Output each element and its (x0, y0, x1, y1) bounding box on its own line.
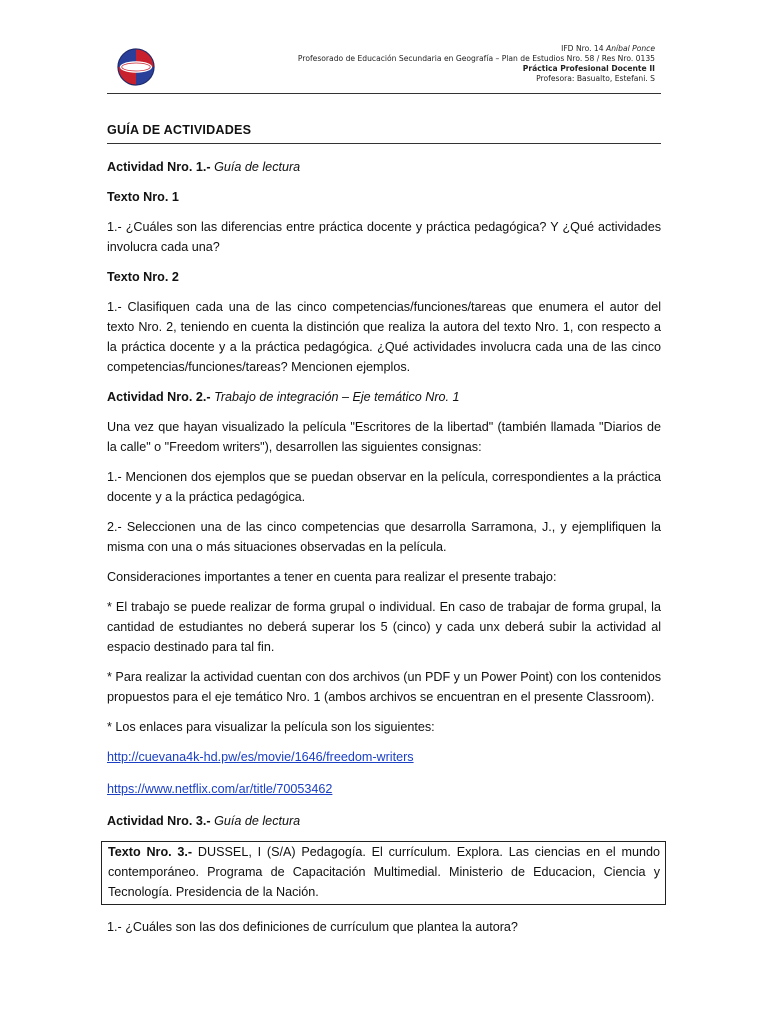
header-program: Profesorado de Educación Secundaria en Geografía – Plan de Estudios Nro. 58 / Res Nro. 0135 (297, 54, 655, 63)
activity-2-intro: Una vez que hayan visualizado la película "Escritores de la libertad" (también llamada "Diarios de la calle" o "Freedom writers"), desarrollen las siguientes consignas: (107, 420, 661, 454)
activity-2-note-3: * Los enlaces para visualizar la película son los siguientes: (107, 720, 435, 734)
movie-link-netflix[interactable]: https://www.netflix.com/ar/title/70053462 (107, 782, 333, 796)
document-header (175, 44, 655, 84)
header-teacher: Profesora: Basualto, Estefani. S (536, 74, 655, 83)
page-title: GUÍA DE ACTIVIDADES (107, 120, 661, 144)
activity-1-heading: Actividad Nro. 1.- Guía de lectura (107, 160, 301, 174)
institution-logo (117, 48, 155, 86)
activity-2-considerations: Consideraciones importantes a tener en cuenta para realizar el presente trabajo: (107, 570, 557, 584)
texto-3-citation: DUSSEL, I (S/A) Pedagogía. El currículum. Explora. Las ciencias en el mundo contemporáneo. Programa de Capacitación Multimedial. Ministerio de Educacion, Ciencia y Tecnología. Presidencia de la Nación. (108, 845, 660, 899)
texto-3-question-1: 1.- ¿Cuáles son las dos definiciones de currículum que plantea la autora? (107, 920, 518, 934)
activity-2-question-2: 2.- Seleccionen una de las cinco competencias que desarrolla Sarramona, J., y ejemplifiquen la misma con una o más situaciones observadas en la película. (107, 520, 661, 554)
header-institute: IFD Nro. 14 Aníbal Ponce (561, 44, 655, 53)
texto-2-heading: Texto Nro. 2 (107, 270, 179, 284)
header-course: Práctica Profesional Docente II (522, 64, 655, 73)
texto-3-citation-box (101, 841, 666, 905)
activity-2-note-2: * Para realizar la actividad cuentan con dos archivos (un PDF y un Power Point) con los contenidos propuestos para el eje temático Nro. 1 (ambos archivos se encuentran en el presente Classroom). (107, 670, 661, 704)
texto-3-label: Texto Nro. 3.- (108, 845, 193, 859)
texto-2-question-1: 1.- Clasifiquen cada una de las cinco competencias/funciones/tareas que enumera el autor del texto Nro. 2, teniendo en cuenta la distinción que realiza la autora del texto Nro. 1, con respecto a la práctica docente y a la práctica pedagógica. ¿Qué actividades involucra cada una de las cinco competencias/funciones/tareas? Mencionen ejemplos. (107, 300, 661, 374)
header-institute-name: Aníbal Ponce (606, 44, 655, 53)
activity-2-note-1: * El trabajo se puede realizar de forma grupal o individual. En caso de trabajar de forma grupal, la cantidad de estudiantes no deberá superar los 5 (cinco) y cada unx deberá subir la actividad al espacio destinado para tal fin. (107, 600, 661, 654)
texto-1-question-1: 1.- ¿Cuáles son las diferencias entre práctica docente y práctica pedagógica? Y ¿Qué actividades involucra cada una? (107, 220, 661, 254)
texto-1-heading: Texto Nro. 1 (107, 190, 179, 204)
document-body (107, 120, 661, 947)
activity-3-subtitle: Guía de lectura (214, 814, 301, 828)
header-divider (107, 93, 661, 94)
activity-2-question-1: 1.- Mencionen dos ejemplos que se puedan observar en la película, correspondientes a la práctica docente y a la práctica pedagógica. (107, 470, 661, 504)
movie-link-cuevana[interactable]: http://cuevana4k-hd.pw/es/movie/1646/freedom-writers (107, 750, 414, 764)
activity-1-subtitle: Guía de lectura (214, 160, 301, 174)
activity-3-heading: Actividad Nro. 3.- Guía de lectura (107, 814, 301, 828)
activity-2-heading: Actividad Nro. 2.- Trabajo de integración – Eje temático Nro. 1 (107, 390, 460, 404)
activity-2-subtitle: Trabajo de integración – Eje temático Nro. 1 (214, 390, 460, 404)
